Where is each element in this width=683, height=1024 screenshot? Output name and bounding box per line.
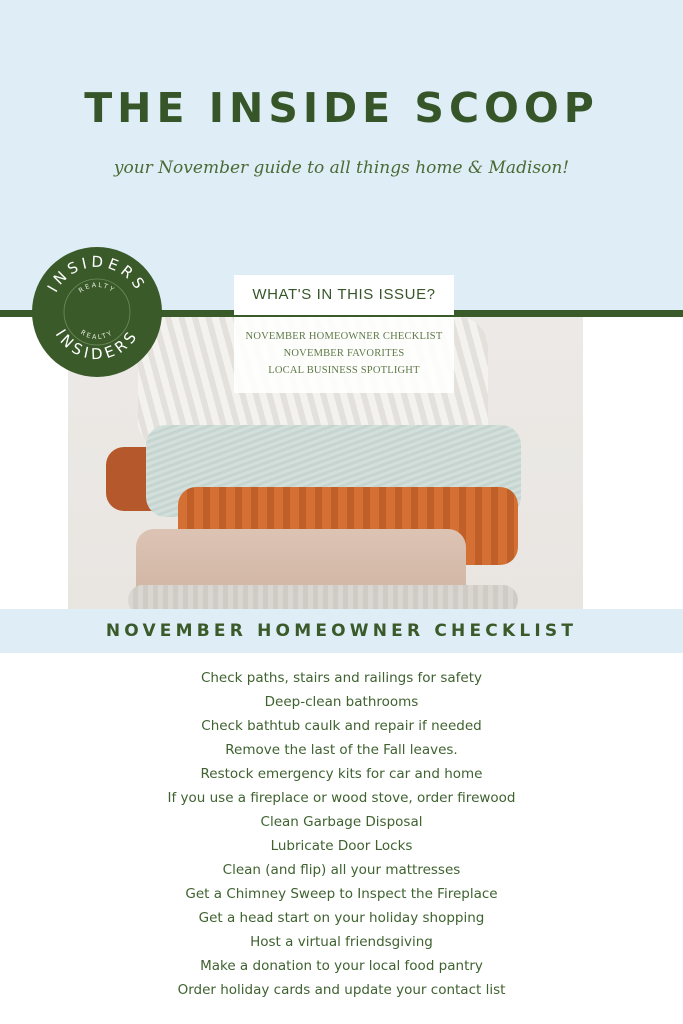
- checklist-item: Make a donation to your local food pantry: [200, 958, 483, 974]
- logo-text-top: INSIDERS: [43, 252, 151, 296]
- issue-item: LOCAL BUSINESS SPOTLIGHT: [268, 365, 420, 376]
- issue-item: NOVEMBER FAVORITES: [283, 348, 405, 359]
- page-title: THE INSIDE SCOOP: [84, 84, 599, 132]
- checklist: [0, 666, 683, 1002]
- checklist-item: Check paths, stairs and railings for safety: [200, 670, 483, 686]
- checklist-item: Check bathtub caulk and repair if needed: [201, 718, 482, 734]
- issue-item: NOVEMBER HOMEOWNER CHECKLIST: [245, 331, 443, 342]
- checklist-item: Clean Garbage Disposal: [260, 814, 423, 830]
- checklist-item: If you use a fireplace or wood stove, order firewood: [167, 790, 516, 806]
- insiders-realty-logo: [32, 247, 162, 377]
- issue-label: WHAT'S IN THIS ISSUE?: [234, 275, 454, 315]
- issue-list: [234, 317, 454, 393]
- checklist-item: Restock emergency kits for car and home: [200, 766, 483, 782]
- grey-sweater: [128, 585, 518, 609]
- page-subtitle: your November guide to all things home & Madison!: [113, 158, 570, 178]
- logo-text-bottom: INSIDERS: [51, 325, 143, 364]
- checklist-item: Deep-clean bathrooms: [264, 694, 419, 710]
- checklist-item: Order holiday cards and update your contact list: [177, 982, 506, 998]
- checklist-item: Remove the last of the Fall leaves.: [225, 742, 458, 758]
- logo-tagline-bottom: REALTY: [79, 328, 115, 342]
- checklist-item: Get a head start on your holiday shopping: [198, 910, 485, 926]
- checklist-title: NOVEMBER HOMEOWNER CHECKLIST: [105, 621, 578, 641]
- checklist-item: Lubricate Door Locks: [270, 838, 413, 854]
- checklist-item: Get a Chimney Sweep to Inspect the Fireplace: [185, 886, 498, 902]
- checklist-item: Clean (and flip) all your mattresses: [222, 862, 461, 878]
- checklist-item: Host a virtual friendsgiving: [250, 934, 433, 950]
- logo-tagline-top: REALTY: [77, 280, 117, 295]
